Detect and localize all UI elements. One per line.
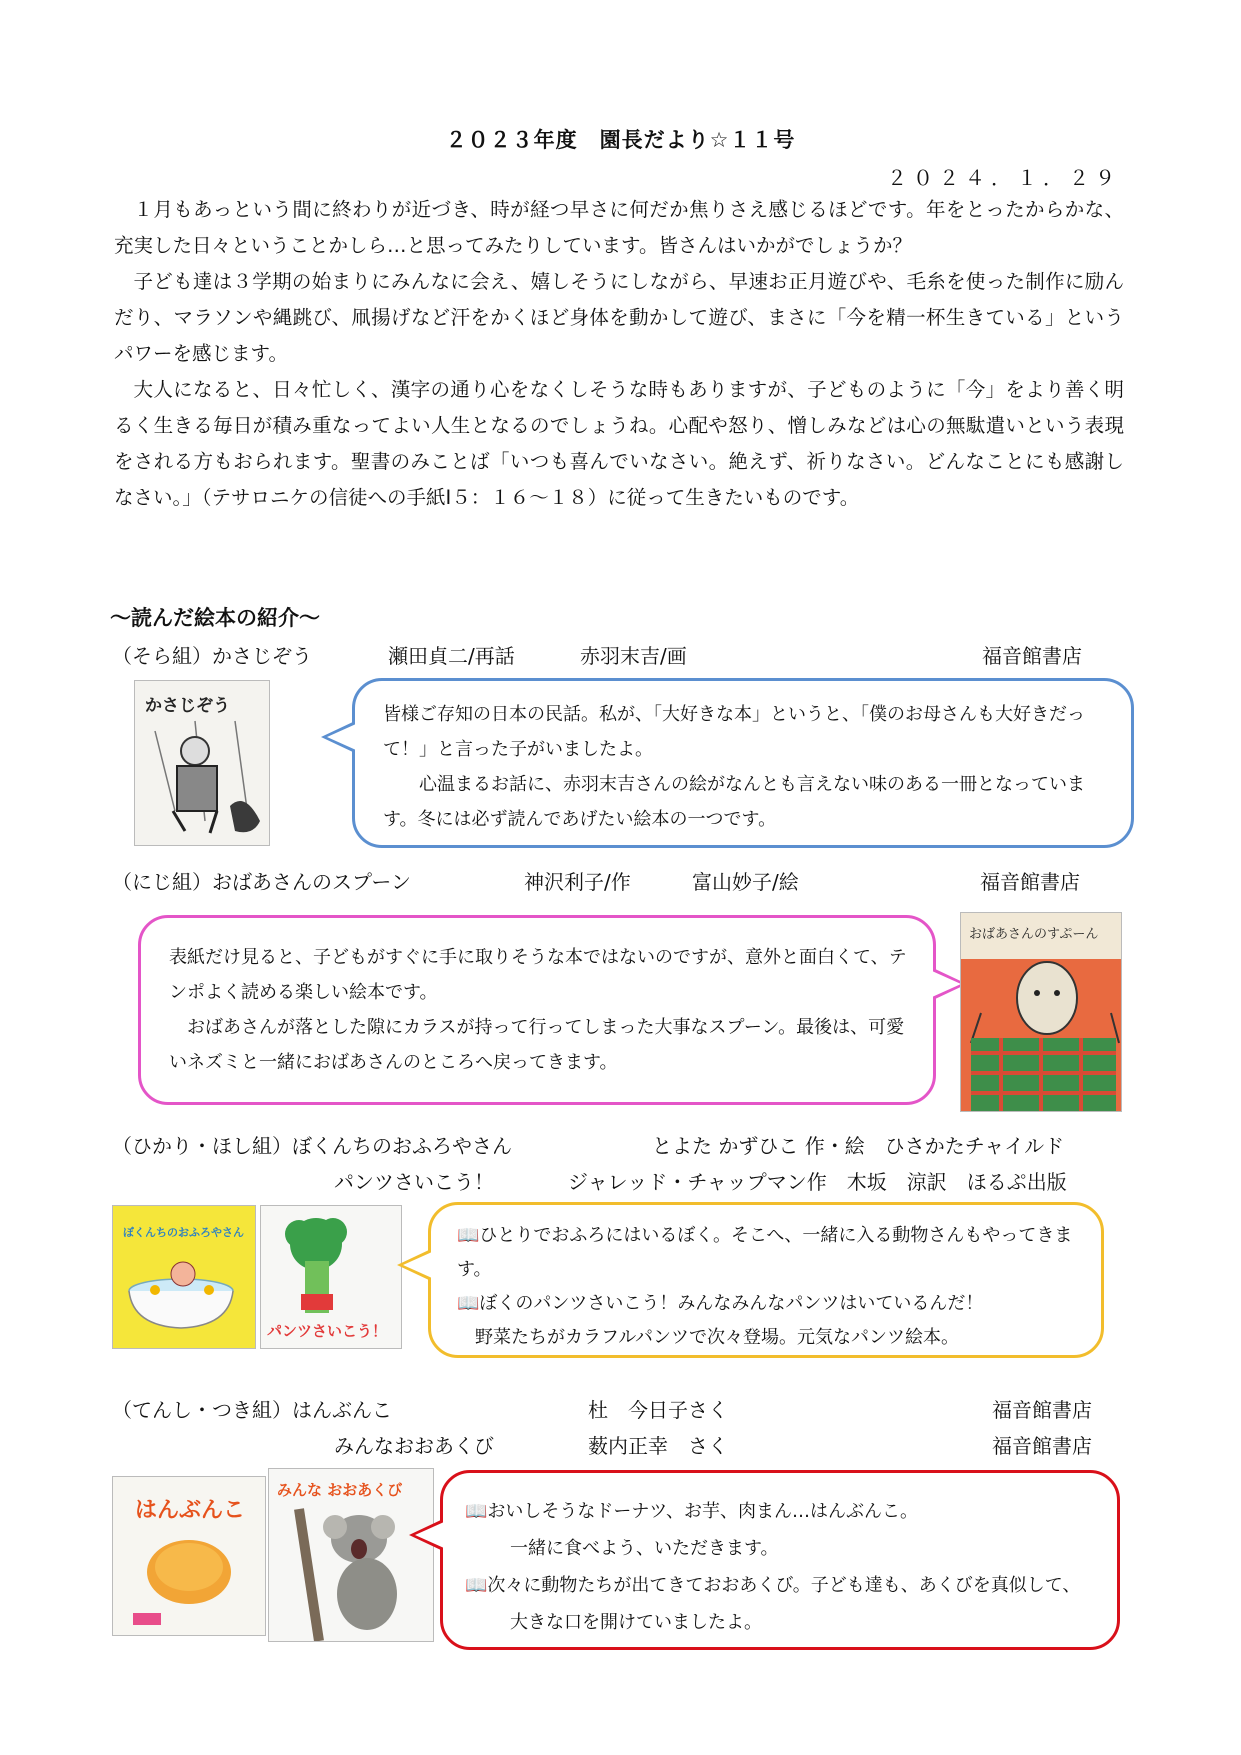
niji-comment-bubble [138,915,936,1105]
tenshi-class-title: （てんし・つき組）はんぶんこ [112,1398,392,1422]
hikari-cover-1-art [113,1206,255,1348]
hikari-credit-2: ジャレッド・チャップマン作 木坂 涼訳 ほるぷ出版 [568,1170,1067,1194]
sora-cover-title: かさじぞう [145,696,230,716]
sora-comment-2: 心温まるお話に、赤羽末吉さんの絵がなんとも言えない味のある一冊となっています。冬には必ず読んであげたい絵本の一つです。 [383,774,1085,830]
tenshi-cover-2-art [269,1469,433,1641]
niji-comment-1: 表紙だけ見ると、子どもがすぐに手に取りそうな本ではないのですが、意外と面白くて、テンポよく読める楽しい絵本です。 [169,947,907,1003]
tenshi-comment-3: 📖次々に動物たちが出てきておおあくび。子ども達も、あくびを真似して、大きな口を開けていましたよ。 [465,1575,1081,1633]
tenshi-cover-1-title: はんぶんこ [135,1498,246,1523]
sora-comment-bubble [352,678,1134,848]
niji-class-title: （にじ組）おばあさんのスプーン [112,870,411,894]
niji-cover-title: おばあさんのすぷーん [969,927,1099,942]
intro-paragraph-2: 子ども達は３学期の始まりにみんなに会え、嬉しそうにしながら、早速お正月遊びや、毛糸を使った制作に励んだり、マラソンや縄跳び、凧揚げなど汗をかくほど身体を動かして遊び、まさに「今を精一杯生きている」というパワーを感じます。 [114,270,1124,365]
niji-illustrator: 富山妙子/絵 [692,870,799,894]
hikari-class-title: （ひかり・ほし組）ぼくんちのおふろやさん [112,1134,512,1158]
tenshi-publisher-1: 福音館書店 [992,1398,1092,1422]
hikari-comment-1: 📖ひとりでおふろにはいるぼく。そこへ、一緒に入る動物さんもやってきます。 [457,1225,1073,1280]
sora-class-title: （そら組）かさじぞう [112,644,312,668]
hikari-book-2: パンツさいこう！ [334,1170,494,1194]
sora-book-cover [134,680,270,846]
tenshi-cover-1-art [113,1477,265,1635]
hikari-book-cover-2 [260,1205,402,1349]
tenshi-book-cover-2 [268,1468,434,1642]
section-title: ～読んだ絵本の紹介～ [110,606,320,630]
sora-illustrator: 赤羽末吉/画 [580,644,687,668]
hikari-cover-2-title: パンツさいこう！ [267,1322,388,1340]
sora-comment-1: 皆様ご存知の日本の民話。私が、「大好きな本」というと、「僕のお母さんも大好きだって！」と言った子がいましたよ。 [383,704,1085,760]
hikari-cover-1-title: ぼくんちのおふろやさん [123,1226,244,1239]
tenshi-author-2: 薮内正幸 さく [588,1434,728,1458]
tenshi-comment-1: 📖おいしそうなドーナツ、お芋、肉まん…はんぶんこ。 [465,1501,918,1522]
hikari-comment-bubble [428,1202,1104,1358]
niji-book-cover [960,912,1122,1112]
intro-paragraph-3: 大人になると、日々忙しく、漢字の通り心をなくしそうな時もありますが、子どものように「今」をより善く明るく生きる毎日が積み重なってよい人生となるのでしょうね。心配や怒り、憎しみなどは心の無駄遣いという表現をされる方もおられます。聖書のみことば「いつも喜んでいなさい。絶えず、祈りなさい。どんなことにも感謝しなさい。」（テサロニケの信徒への手紙Ⅰ５：１６～１８）に従って生きたいものです。 [114,378,1124,509]
tenshi-comment-2: 一緒に食べよう、いただきます。 [510,1538,779,1559]
tenshi-book-2: みんなおおあくび [334,1434,494,1458]
page-title: ２０２３年度 園長だより☆１１号 [445,128,796,152]
niji-cover-art [961,913,1121,1111]
sora-author: 瀬田貞二/再話 [388,644,515,668]
tenshi-publisher-2: 福音館書店 [992,1434,1092,1458]
hikari-cover-2-art [261,1206,401,1348]
niji-author: 神沢利子/作 [524,870,631,894]
sora-publisher: 福音館書店 [982,644,1082,668]
sora-cover-art [135,681,269,845]
tenshi-comment-bubble [440,1470,1120,1650]
intro-text [114,192,1124,516]
niji-publisher: 福音館書店 [980,870,1080,894]
intro-paragraph-1: １月もあっという間に終わりが近づき、時が経つ早さに何だか焦りさえ感じるほどです。年をとったからかな、充実した日々ということかしら…と思ってみたりしています。皆さんはいかがでしょうか？ [114,198,1124,257]
tenshi-author-1: 杜 今日子さく [588,1398,728,1422]
tenshi-book-cover-1 [112,1476,266,1636]
hikari-book-cover-1 [112,1205,256,1349]
issue-date: ２０２４．１．２９ [887,166,1121,190]
hikari-credit-1: とよた かずひこ 作・絵 ひさかたチャイルド [652,1134,1065,1158]
niji-comment-2: おばあさんが落とした隙にカラスが持って行ってしまった大事なスプーン。最後は、可愛いネズミと一緒におばあさんのところへ戻ってきます。 [169,1017,905,1073]
tenshi-cover-2-title: みんな おおあくび [277,1481,403,1499]
hikari-comment-2: 📖ぼくのパンツさいこう！みんなみんなパンツはいているんだ！ [457,1293,984,1314]
hikari-comment-3: 野菜たちがカラフルパンツで次々登場。元気なパンツ絵本。 [475,1327,960,1348]
